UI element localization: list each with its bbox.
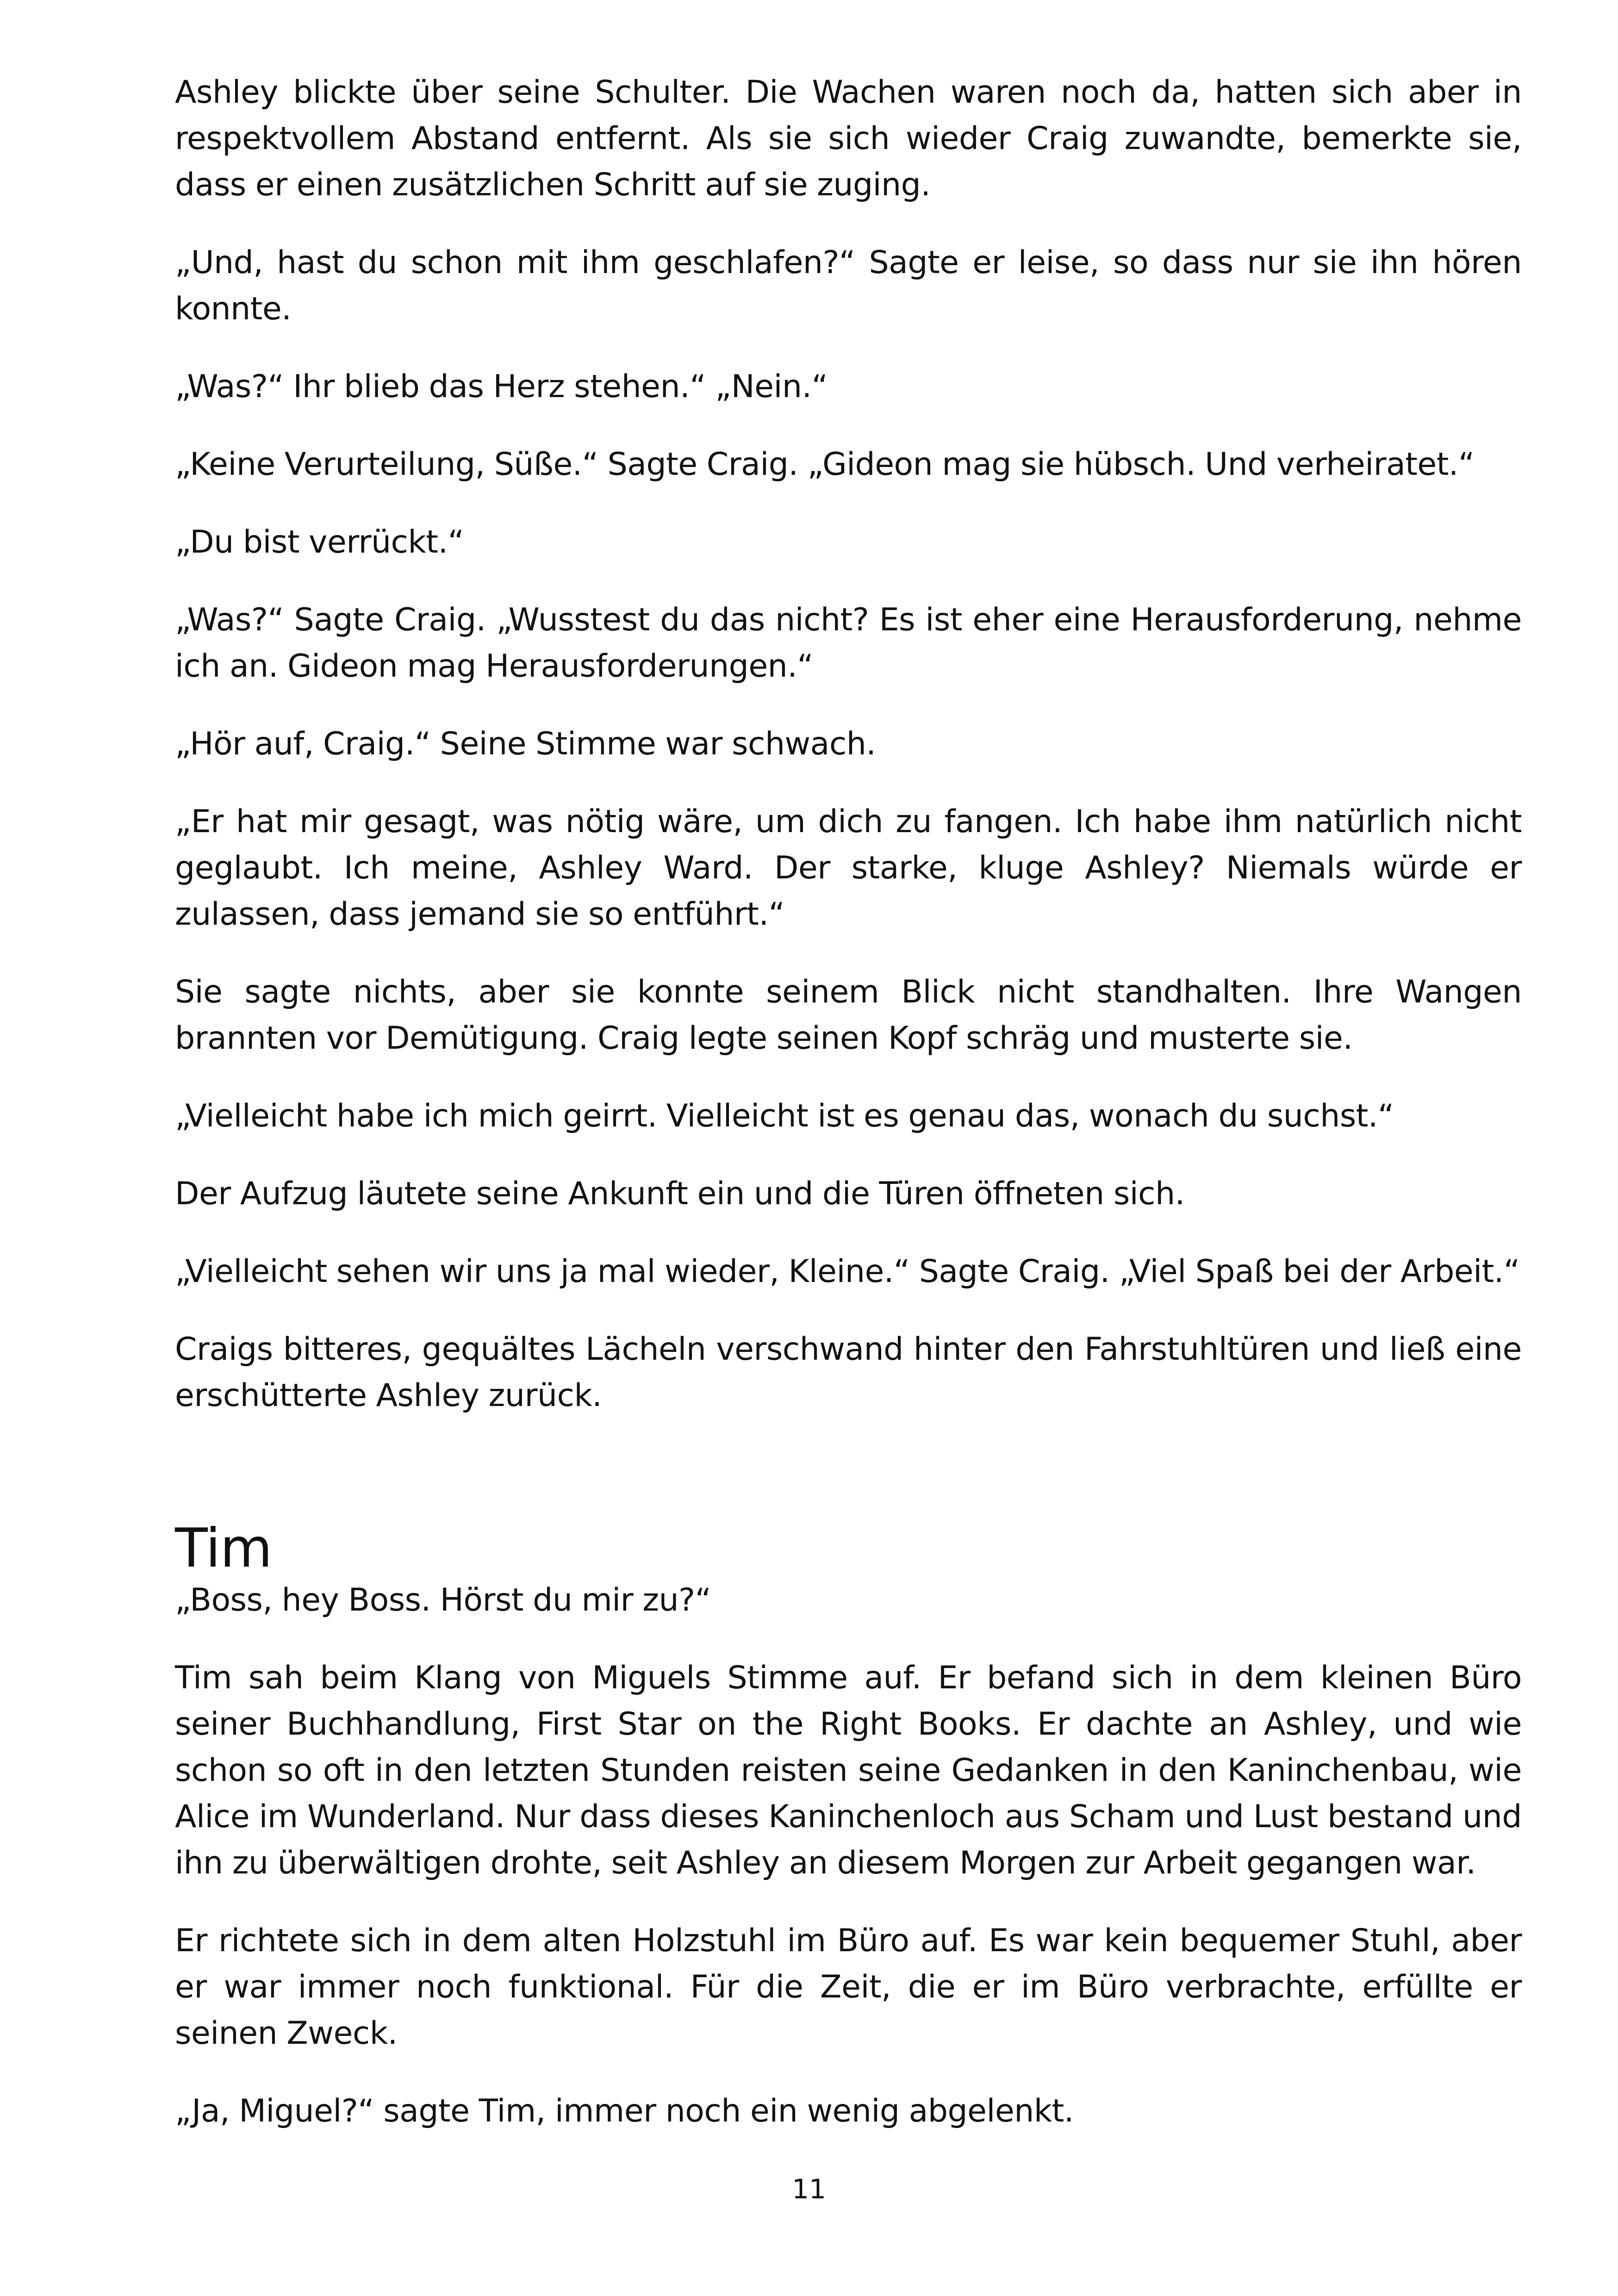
paragraph: „Was?“ Sagte Craig. „Wusstest du das nicht? Es ist eher eine Herausforderung, nehme ich an. Gideon mag Herausforderungen.“	[175, 602, 1522, 684]
text-block-before-heading	[175, 69, 1522, 1419]
paragraph: „Was?“ Ihr blieb das Herz stehen.“ „Nein.“	[175, 368, 828, 405]
paragraph: Der Aufzug läutete seine Ankunft ein und die Türen öffneten sich.	[175, 1176, 1185, 1212]
paragraph: „Keine Verurteilung, Süße.“ Sagte Craig. „Gideon mag sie hübsch. Und verheiratet.“	[175, 446, 1475, 483]
paragraph: „Vielleicht habe ich mich geirrt. Vielleicht ist es genau das, wonach du suchst.“	[175, 1098, 1394, 1134]
paragraph: Ashley blickte über seine Schulter. Die Wachen waren noch da, hatten sich aber in respektvollem Abstand entfernt. Als sie sich wieder Craig zuwandte, bemerkte sie, dass er einen zusätzlichen Schritt auf sie zuging.	[175, 74, 1522, 203]
paragraph: Sie sagte nichts, aber sie konnte seinem Blick nicht standhalten. Ihre Wangen brannten vor Demütigung. Craig legte seinen Kopf schräg und musterte sie.	[175, 974, 1522, 1057]
text-block-after-heading	[175, 1577, 1522, 2134]
paragraph: „Du bist verrückt.“	[175, 524, 464, 560]
paragraph: Craigs bitteres, gequältes Lächeln verschwand hinter den Fahrstuhltüren und ließ eine erschütterte Ashley zurück.	[175, 1331, 1522, 1414]
paragraph: „Ja, Miguel?“ sagte Tim, immer noch ein wenig abgelenkt.	[175, 2093, 1074, 2129]
document-page	[175, 69, 1522, 2166]
paragraph: „Und, hast du schon mit ihm geschlafen?“ Sagte er leise, so dass nur sie ihn hören konnte.	[175, 244, 1522, 327]
paragraph: „Vielleicht sehen wir uns ja mal wieder, Kleine.“ Sagte Craig. „Viel Spaß bei der Arbeit.“	[175, 1253, 1520, 1290]
paragraph: „Er hat mir gesagt, was nötig wäre, um dich zu fangen. Ich habe ihm natürlich nicht geglaubt. Ich meine, Ashley Ward. Der starke, kluge Ashley? Niemals würde er zulassen, dass jemand sie so entführt.“	[175, 803, 1522, 933]
paragraph: Er richtete sich in dem alten Holzstuhl im Büro auf. Es war kein bequemer Stuhl, aber er war immer noch funktional. Für die Zeit, die er im Büro verbrachte, erfüllte er seinen Zweck.	[175, 1923, 1522, 2052]
paragraph: „Hör auf, Craig.“ Seine Stimme war schwach.	[175, 726, 876, 762]
paragraph: Tim sah beim Klang von Miguels Stimme auf. Er befand sich in dem kleinen Büro seiner Buchhandlung, First Star on the Right Books. Er dachte an Ashley, und wie schon so oft in den letzten Stunden reisten seine Gedanken in den Kaninchenbau, wie Alice im Wunderland. Nur dass dieses Kaninchenloch aus Scham und Lust bestand und ihn zu überwältigen drohte, seit Ashley an diesem Morgen zur Arbeit gegangen war.	[175, 1660, 1522, 1881]
chapter-heading: Tim	[175, 1517, 272, 1580]
page-number: 11	[792, 2173, 826, 2205]
paragraph: „Boss, hey Boss. Hörst du mir zu?“	[175, 1582, 711, 1618]
